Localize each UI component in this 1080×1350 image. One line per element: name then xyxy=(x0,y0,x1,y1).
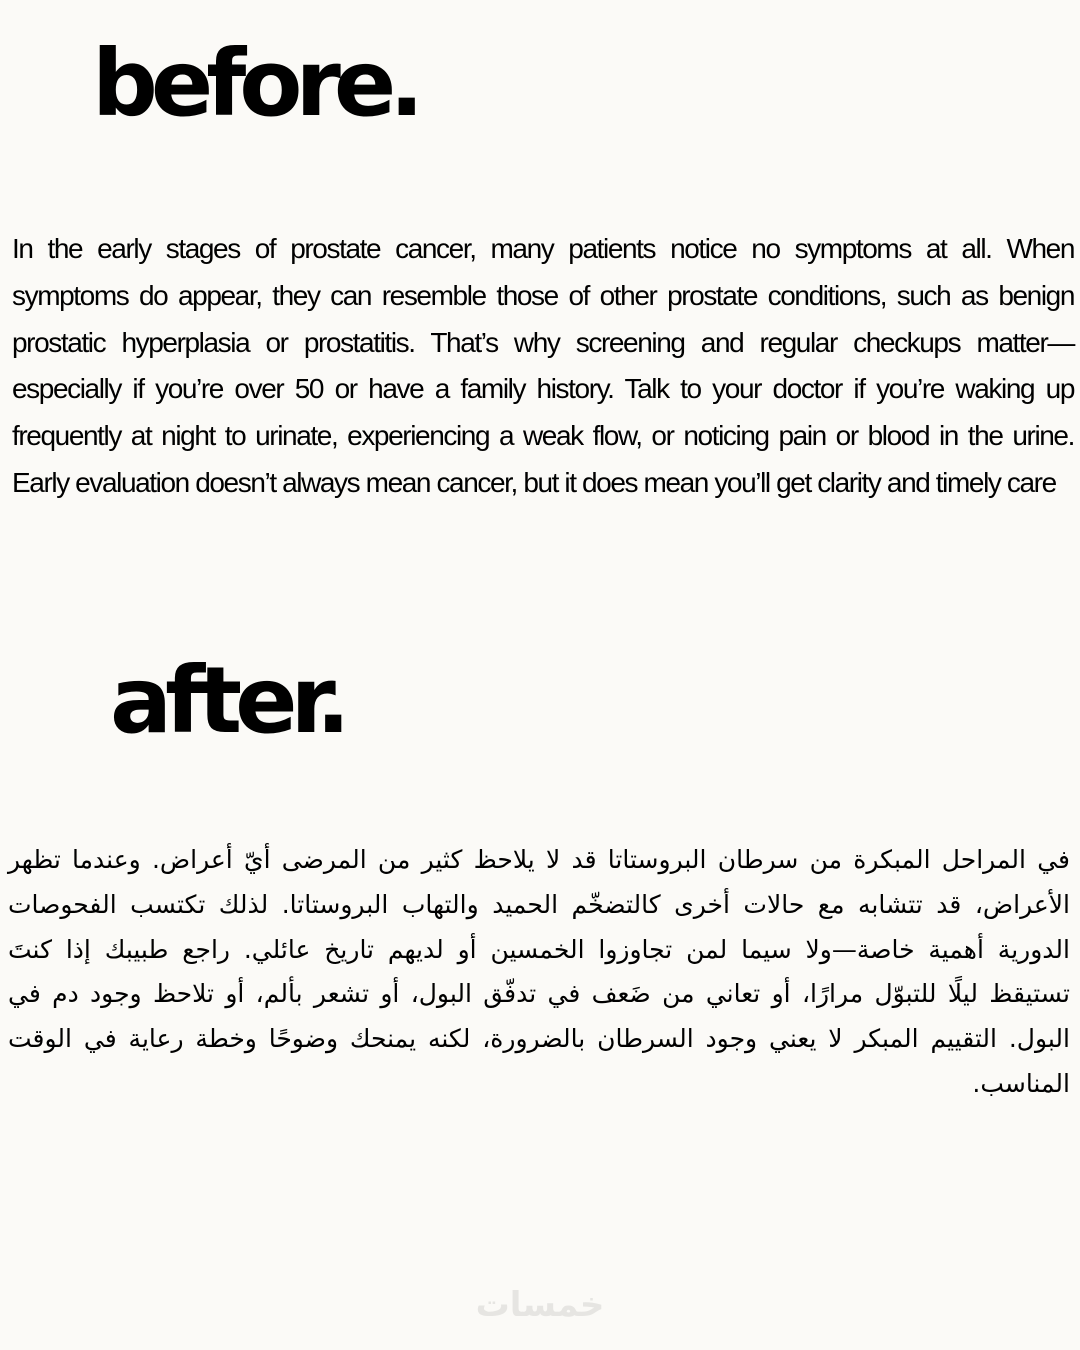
arabic-paragraph: في المراحل المبكرة من سرطان البروستاتا قد لا يلاحظ كثير من المرضى أيّ أعراض. وعندما تظهر الأعراض، قد تتشابه مع حالات أخرى كالتضخّم الحميد والتهاب البروستاتا. لذلك تكتسب الفحوصات الدورية أهمية خاصة—ولا سيما لمن تجاوزوا الخمسين أو لديهم تاريخ عائلي. راجع طبيبك إذا كنتَ تستيقظ ليلًا للتبوّل مرارًا، أو تعاني من ضَعف في تدفّق البول، أو تشعر بألم، أو تلاحظ وجود دم في البول. التقييم المبكر لا يعني وجود السرطان بالضرورة، لكنه يمنحك وضوحًا وخطة رعاية في الوقت المناسب. xyxy=(8,845,1070,1098)
after-heading: after. xyxy=(110,647,344,754)
watermark-logo: خمسات xyxy=(475,1285,605,1325)
english-paragraph: In the early stages of prostate cancer, many patients notice no symptoms at all. When symptoms do appear, they can resemble those of other prostate conditions, such as benign prostatic hyperplasia or prostatitis. That’s why screening and regular checkups matter—especially if you’re over 50 or have a family history. Talk to your doctor if you’re waking up frequently at night to urinate, experiencing a weak flow, or noticing pain or blood in the urine. Early evaluation doesn’t always mean cancer, but it does mean you’ll get clarity and timely care xyxy=(12,233,1074,498)
before-heading: before. xyxy=(92,30,418,137)
